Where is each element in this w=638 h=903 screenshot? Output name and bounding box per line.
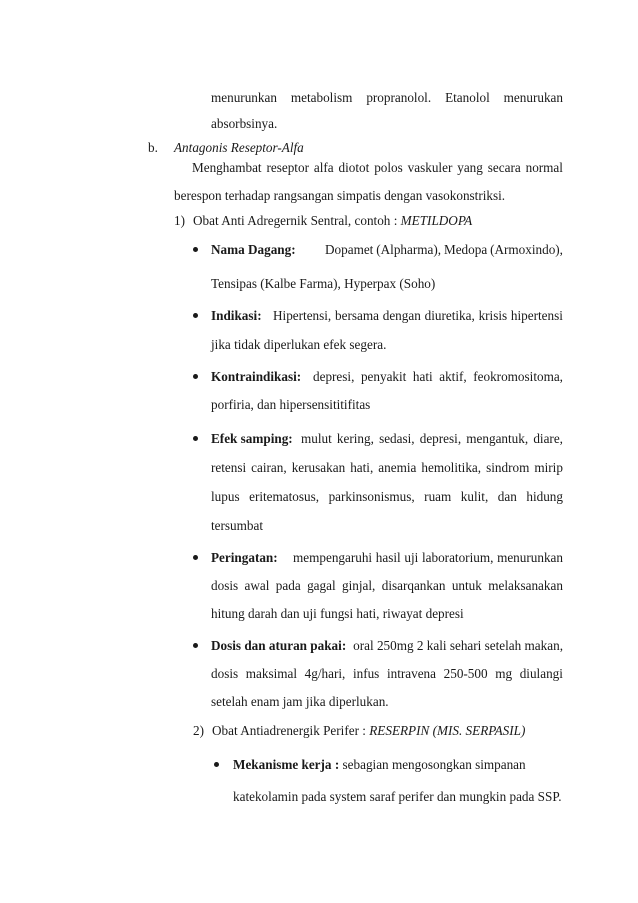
intro-line-2: absorbsinya. [211, 116, 278, 131]
nama-dagang-label: Nama Dagang: [211, 242, 296, 257]
word: kering, [336, 431, 374, 446]
word: krisis [478, 308, 508, 323]
word: feokromositoma, [473, 369, 563, 384]
kontraindikasi-line-1 [211, 369, 563, 385]
section-b-para-line-1 [192, 160, 563, 176]
word: hasil [375, 550, 401, 565]
word: aktif, [439, 369, 467, 384]
word: Dopamet [325, 242, 374, 257]
peringatan-label: Peringatan: [211, 550, 278, 565]
word: Medopa [443, 242, 488, 257]
item-2-text: Obat Antiadrenergik Perifer : [212, 723, 366, 738]
word: retensi [211, 460, 247, 475]
word: bersama [335, 308, 379, 323]
word: lupus [211, 489, 240, 504]
word: dan [497, 489, 517, 504]
word: propranolol. [366, 90, 432, 105]
word: 250-500 [443, 666, 488, 681]
indikasi-line-2: jika tidak diperlukan efek segera. [211, 337, 387, 352]
bullet-icon [193, 247, 198, 252]
word: parkinsonismus, [328, 489, 415, 504]
word: laboratorium, [421, 550, 494, 565]
word: sindrom [486, 460, 530, 475]
word: diotot [338, 160, 370, 175]
word: untuk [451, 578, 482, 593]
bullet-icon [193, 436, 198, 441]
indikasi-label: Indikasi: [211, 308, 262, 323]
word: mengantuk, [466, 431, 529, 446]
word: dosis [211, 666, 239, 681]
efek-samping-line-1 [211, 431, 563, 447]
item-1-drug: METILDOPA [400, 213, 473, 228]
item-1-text: Obat Anti Adregernik Sentral, contoh : [193, 213, 398, 228]
word: alfa [313, 160, 334, 175]
item-2-heading [212, 723, 525, 739]
mekanisme-line-1 [233, 757, 526, 773]
word: cairan, [251, 460, 287, 475]
word: intravena [386, 666, 436, 681]
intro-line-1 [211, 90, 563, 106]
word: secara [487, 160, 521, 175]
word: disarqankan [381, 578, 446, 593]
word: depresi, [419, 431, 462, 446]
word: anemia [378, 460, 417, 475]
mekanisme-line-1-text: sebagian mengosongkan simpanan [342, 757, 526, 772]
word: polos [374, 160, 403, 175]
dosis-line-2 [211, 666, 563, 682]
section-b-title: Antagonis Reseptor-Alfa [174, 140, 304, 155]
word: penyakit [360, 369, 407, 384]
bullet-icon [193, 555, 198, 560]
word: normal [525, 160, 563, 175]
word: metabolism [290, 90, 353, 105]
item-2-drug: RESERPIN (MIS. SERPASIL) [369, 723, 526, 738]
word: ruam [424, 489, 452, 504]
peringatan-line-3: hitung darah dan uji fungsi hati, riwayat depresi [211, 606, 464, 621]
word: sedasi, [379, 431, 415, 446]
mekanisme-line-2: katekolamin pada system saraf perifer dan mungkin pada SSP. [233, 789, 562, 804]
word: reseptor [266, 160, 309, 175]
word: hidung [526, 489, 563, 504]
word: kerusakan [291, 460, 346, 475]
efek-samping-line-2 [211, 460, 563, 476]
kontraindikasi-line-2: porfiria, dan hipersensititifitas [211, 397, 371, 412]
word: menurunkan [497, 550, 563, 565]
word: Hipertensi, [273, 308, 332, 323]
word: awal [244, 578, 270, 593]
word: 4g/hari, [304, 666, 346, 681]
word: hati [412, 369, 433, 384]
word: diuretika, [424, 308, 475, 323]
dosis-label: Dosis dan aturan pakai: [211, 638, 347, 653]
dosis-line-1-text: oral 250mg 2 kali sehari setelah makan, [353, 638, 563, 653]
bullet-icon [193, 374, 198, 379]
efek-samping-label: Efek samping: [211, 431, 293, 446]
word: menurunkan [211, 90, 277, 105]
item-2-marker: 2) [193, 723, 204, 738]
bullet-icon [193, 643, 198, 648]
nama-dagang-line-1 [211, 242, 563, 258]
word: Menghambat [192, 160, 262, 175]
item-1-marker: 1) [174, 213, 185, 228]
word: mempengaruhi [293, 550, 373, 565]
bullet-icon [193, 313, 198, 318]
word: maksimal [245, 666, 298, 681]
word: hati, [350, 460, 374, 475]
nama-dagang-line-2: Tensipas (Kalbe Farma), Hyperpax (Soho) [211, 276, 436, 291]
peringatan-line-1 [211, 550, 563, 566]
bullet-icon [214, 762, 219, 767]
word: (Armoxindo), [490, 242, 563, 257]
word: mulut [301, 431, 332, 446]
word: pada [275, 578, 301, 593]
word: melaksanakan [488, 578, 563, 593]
word: dosis [211, 578, 239, 593]
efek-samping-line-3 [211, 489, 563, 505]
word: infus [352, 666, 380, 681]
item-1-heading [193, 213, 472, 229]
word: Etanolol [445, 90, 490, 105]
peringatan-line-2 [211, 578, 563, 594]
dosis-line-1 [211, 638, 563, 654]
word: hipertensi [510, 308, 563, 323]
indikasi-line-1 [211, 308, 563, 324]
kontraindikasi-label: Kontraindikasi: [211, 369, 302, 384]
word: eritematosus, [249, 489, 320, 504]
word: depresi, [313, 369, 355, 384]
word: diare, [533, 431, 563, 446]
section-b-marker: b. [148, 140, 158, 155]
word: yang [457, 160, 483, 175]
word: diulangi [519, 666, 563, 681]
word: mirip [534, 460, 563, 475]
word: uji [404, 550, 419, 565]
word: mg [495, 666, 513, 681]
word: hemolitika, [421, 460, 482, 475]
word: dengan [382, 308, 421, 323]
dosis-line-3: setelah enam jam jika diperlukan. [211, 694, 389, 709]
word: menurukan [503, 90, 563, 105]
mekanisme-label: Mekanisme kerja : [233, 757, 340, 772]
word: ginjal, [342, 578, 376, 593]
word: kulit, [460, 489, 489, 504]
efek-samping-line-4: tersumbat [211, 518, 264, 533]
word: gagal [307, 578, 336, 593]
section-b-para-line-2: berespon terhadap rangsangan simpatis dengan vasokonstriksi. [174, 188, 506, 203]
word: vaskuler [407, 160, 453, 175]
word: (Alpharma), [376, 242, 442, 257]
